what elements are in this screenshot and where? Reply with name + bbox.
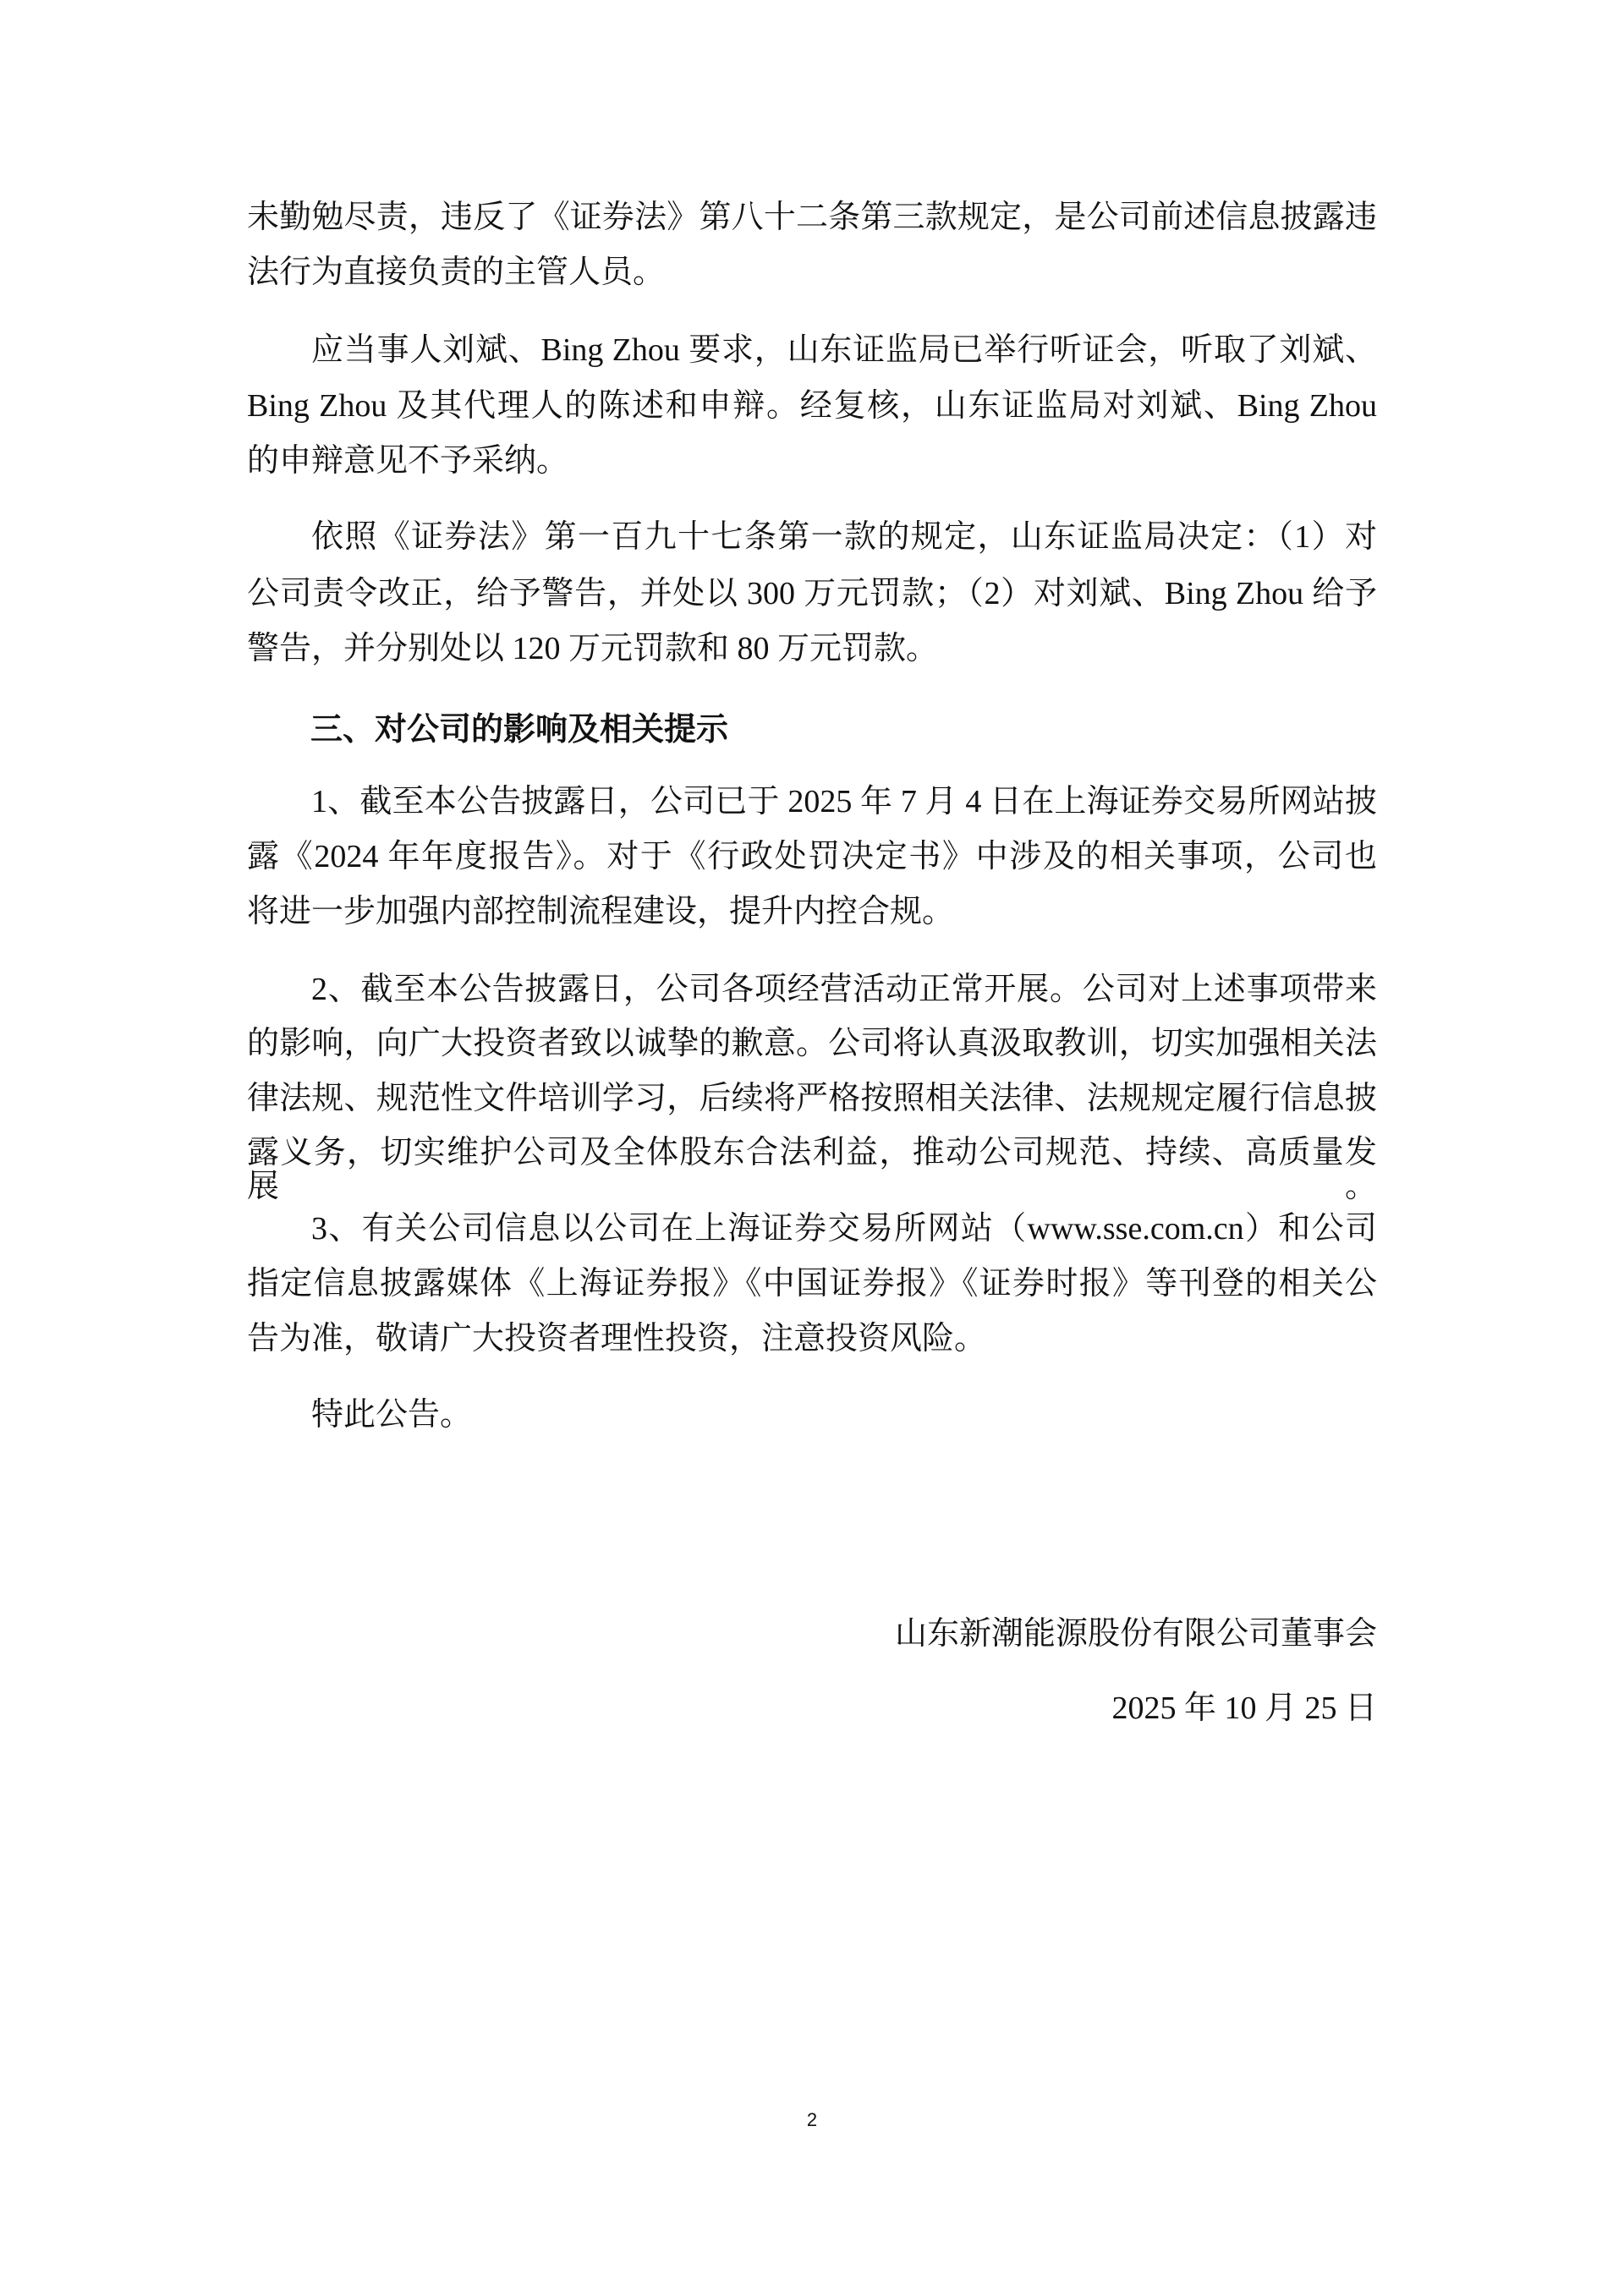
paragraph-line: 2、截至本公告披露日，公司各项经营活动正常开展。公司对上述事项带来	[311, 972, 1377, 1007]
paragraph-line: 3、有关公司信息以公司在上海证券交易所网站（www.sse.com.cn）和公司	[311, 1211, 1377, 1247]
paragraph-line: 公司责令改正，给予警告，并处以 300 万元罚款；（2）对刘斌、Bing Zhou 给予	[247, 576, 1377, 611]
paragraph-line: 告为准，敬请广大投资者理性投资，注意投资风险。	[247, 1321, 987, 1356]
paragraph-line: 未勤勉尽责，违反了《证券法》第八十二条第三款规定，是公司前述信息披露违	[247, 200, 1377, 235]
paragraph-line: 律法规、规范性文件培训学习，后续将严格按照相关法律、法规规定履行信息披	[247, 1081, 1377, 1116]
signature-date: 2025 年 10 月 25 日	[1111, 1690, 1377, 1726]
paragraph-line: 的影响，向广大投资者致以诚挚的歉意。公司将认真汲取教训，切实加强相关法	[247, 1026, 1377, 1061]
paragraph-line: 法行为直接负责的主管人员。	[247, 255, 666, 290]
paragraph-line: 应当事人刘斌、Bing Zhou 要求，山东证监局已举行听证会，听取了刘斌、	[311, 332, 1377, 368]
signature-organization: 山东新潮能源股份有限公司董事会	[894, 1616, 1377, 1652]
paragraph-line: 指定信息披露媒体《上海证券报》《中国证券报》《证券时报》等刊登的相关公	[247, 1266, 1377, 1301]
paragraph-line: 的申辩意见不予采纳。	[247, 443, 569, 479]
paragraph-line: 露义务，切实维护公司及全体股东合法利益，推动公司规范、持续、高质量发展。	[247, 1135, 1377, 1204]
paragraph-line: 将进一步加强内部控制流程建设，提升内控合规。	[247, 894, 955, 929]
paragraph-line: Bing Zhou 及其代理人的陈述和申辩。经复核，山东证监局对刘斌、Bing Zhou	[247, 388, 1377, 424]
section-heading: 三、对公司的影响及相关提示	[310, 712, 729, 748]
paragraph-line: 1、截至本公告披露日，公司已于 2025 年 7 月 4 日在上海证券交易所网站披	[311, 784, 1377, 819]
paragraph-line: 露《2024 年年度报告》。对于《行政处罚决定书》中涉及的相关事项，公司也	[247, 839, 1377, 874]
closing-line: 特此公告。	[311, 1397, 473, 1433]
page-number: 2	[806, 2109, 818, 2130]
paragraph-line: 警告，并分别处以 120 万元罚款和 80 万元罚款。	[247, 631, 939, 666]
paragraph-line: 依照《证券法》第一百九十七条第一款的规定，山东证监局决定：（1）对	[311, 519, 1377, 555]
